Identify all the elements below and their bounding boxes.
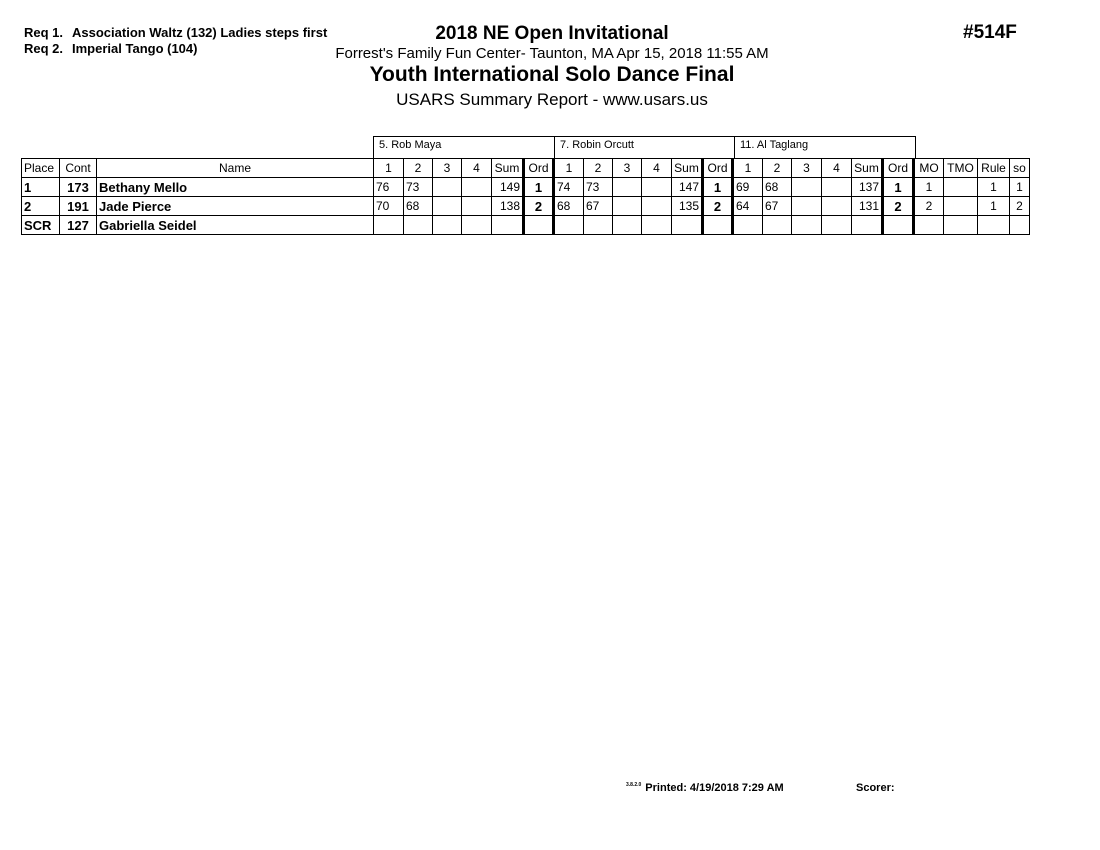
requirement-2-text: Imperial Tango (104) xyxy=(72,41,198,56)
judge-3-4-cell xyxy=(822,216,852,235)
judge-1-sum-cell xyxy=(492,216,524,235)
column-header-judge-3-3: 3 xyxy=(792,159,822,178)
so-cell: 2 xyxy=(1010,197,1030,216)
judge-1-4-cell xyxy=(462,197,492,216)
judge-1-sum-cell: 138 xyxy=(492,197,524,216)
judge-2-4-cell xyxy=(642,197,672,216)
judge-2-sum-cell xyxy=(672,216,703,235)
requirement-2 xyxy=(24,41,197,56)
column-header-judge-2-1: 1 xyxy=(554,159,584,178)
judge-1-2-cell xyxy=(404,216,433,235)
judge-2-sum-cell: 135 xyxy=(672,197,703,216)
judge-2-ord-cell: 2 xyxy=(703,197,733,216)
scorer-label: Scorer: xyxy=(856,782,895,794)
mo-cell: 2 xyxy=(914,197,944,216)
column-header-judge-2-3: 3 xyxy=(613,159,642,178)
column-header-judge-2-4: 4 xyxy=(642,159,672,178)
report-name: USARS Summary Report - www.usars.us xyxy=(396,90,708,109)
judge-1-3-cell xyxy=(433,178,462,197)
judge-1-1-cell: 70 xyxy=(374,197,404,216)
column-header-judge-2-sum: Sum xyxy=(672,159,703,178)
column-header-judge-2-2: 2 xyxy=(584,159,613,178)
column-header-judge-1-sum: Sum xyxy=(492,159,524,178)
column-header-judge-3-sum: Sum xyxy=(852,159,883,178)
so-cell xyxy=(1010,216,1030,235)
competitor-number-cell: 173 xyxy=(60,178,97,197)
rule-cell xyxy=(978,216,1010,235)
judge-1-3-cell xyxy=(433,197,462,216)
judge-2-4-cell xyxy=(642,216,672,235)
judge-2-ord-cell: 1 xyxy=(703,178,733,197)
printed-line xyxy=(626,782,784,794)
judge-2-2-cell: 67 xyxy=(584,197,613,216)
judge-2-sum-cell: 147 xyxy=(672,178,703,197)
judge-3-sum-cell: 137 xyxy=(852,178,883,197)
table-header-row xyxy=(22,159,1030,178)
judge-1-2-cell: 68 xyxy=(404,197,433,216)
version-number: 3.8.2.0 xyxy=(626,782,642,788)
judge-2-4-cell xyxy=(642,178,672,197)
judge-2-1-cell xyxy=(554,216,584,235)
competitor-number-cell: 191 xyxy=(60,197,97,216)
judge-header-3: 11. Al Taglang xyxy=(734,136,915,158)
skater-name-cell: Jade Pierce xyxy=(97,197,374,216)
judge-3-ord-cell: 1 xyxy=(883,178,914,197)
column-header-judge-1-4: 4 xyxy=(462,159,492,178)
tmo-cell xyxy=(944,216,978,235)
tmo-cell xyxy=(944,178,978,197)
judge-2-2-cell: 73 xyxy=(584,178,613,197)
event-name: Youth International Solo Dance Final xyxy=(369,63,735,86)
judge-3-4-cell xyxy=(822,197,852,216)
tmo-cell xyxy=(944,197,978,216)
competition-title: 2018 NE Open Invitational xyxy=(435,23,669,44)
column-header-judge-1-ord: Ord xyxy=(524,159,554,178)
judge-3-1-cell: 64 xyxy=(733,197,763,216)
judge-1-ord-cell: 1 xyxy=(524,178,554,197)
column-header-judge-1-3: 3 xyxy=(433,159,462,178)
column-header-judge-3-ord: Ord xyxy=(883,159,914,178)
rule-cell: 1 xyxy=(978,178,1010,197)
judge-1-1-cell: 76 xyxy=(374,178,404,197)
judge-1-4-cell xyxy=(462,216,492,235)
mo-cell: 1 xyxy=(914,178,944,197)
judge-3-1-cell: 69 xyxy=(733,178,763,197)
place-cell: SCR xyxy=(22,216,60,235)
judge-3-2-cell xyxy=(763,216,792,235)
skater-name-cell: Bethany Mello xyxy=(97,178,374,197)
judge-2-ord-cell xyxy=(703,216,733,235)
requirement-1-text: Association Waltz (132) Ladies steps first xyxy=(72,25,328,40)
judge-2-1-cell: 68 xyxy=(554,197,584,216)
column-header-judge-3-4: 4 xyxy=(822,159,852,178)
column-header-place: Place xyxy=(22,159,60,178)
judge-3-2-cell: 67 xyxy=(763,197,792,216)
judge-3-3-cell xyxy=(792,216,822,235)
judge-header-end xyxy=(915,136,916,158)
judge-3-3-cell xyxy=(792,178,822,197)
judge-2-3-cell xyxy=(613,216,642,235)
venue-date-line: Forrest's Family Fun Center- Taunton, MA Apr 15, 2018 11:55 AM xyxy=(335,45,769,62)
judge-2-2-cell xyxy=(584,216,613,235)
column-header-judge-1-1: 1 xyxy=(374,159,404,178)
judge-2-3-cell xyxy=(613,197,642,216)
judge-3-1-cell xyxy=(733,216,763,235)
judge-1-ord-cell: 2 xyxy=(524,197,554,216)
judge-1-2-cell: 73 xyxy=(404,178,433,197)
column-header-judge-3-2: 2 xyxy=(763,159,792,178)
column-header-tmo: TMO xyxy=(944,159,978,178)
column-header-judge-3-1: 1 xyxy=(733,159,763,178)
requirement-1-label: Req 1. xyxy=(24,25,64,40)
judge-1-4-cell xyxy=(462,178,492,197)
column-header-name: Name xyxy=(97,159,374,178)
event-number: #514F xyxy=(963,22,1017,43)
column-header-judge-1-2: 2 xyxy=(404,159,433,178)
column-header-so: so xyxy=(1010,159,1030,178)
judge-header-1: 5. Rob Maya xyxy=(373,136,554,158)
judge-2-1-cell: 74 xyxy=(554,178,584,197)
judge-1-ord-cell xyxy=(524,216,554,235)
rule-cell: 1 xyxy=(978,197,1010,216)
column-header-rule: Rule xyxy=(978,159,1010,178)
printed-timestamp: Printed: 4/19/2018 7:29 AM xyxy=(645,782,784,794)
judge-3-ord-cell: 2 xyxy=(883,197,914,216)
results-table xyxy=(21,158,1030,235)
judge-1-sum-cell: 149 xyxy=(492,178,524,197)
judge-3-sum-cell: 131 xyxy=(852,197,883,216)
judge-3-sum-cell xyxy=(852,216,883,235)
judge-3-ord-cell xyxy=(883,216,914,235)
skater-name-cell: Gabriella Seidel xyxy=(97,216,374,235)
judge-3-4-cell xyxy=(822,178,852,197)
judge-2-3-cell xyxy=(613,178,642,197)
table-row xyxy=(22,216,1030,235)
judge-3-2-cell: 68 xyxy=(763,178,792,197)
place-cell: 1 xyxy=(22,178,60,197)
column-header-cont: Cont xyxy=(60,159,97,178)
judge-1-1-cell xyxy=(374,216,404,235)
table-row xyxy=(22,197,1030,216)
judge-header-2: 7. Robin Orcutt xyxy=(554,136,734,158)
competitor-number-cell: 127 xyxy=(60,216,97,235)
column-header-mo: MO xyxy=(914,159,944,178)
table-row xyxy=(22,178,1030,197)
requirement-2-label: Req 2. xyxy=(24,41,64,56)
column-header-judge-2-ord: Ord xyxy=(703,159,733,178)
judge-1-3-cell xyxy=(433,216,462,235)
mo-cell xyxy=(914,216,944,235)
place-cell: 2 xyxy=(22,197,60,216)
so-cell: 1 xyxy=(1010,178,1030,197)
judge-3-3-cell xyxy=(792,197,822,216)
